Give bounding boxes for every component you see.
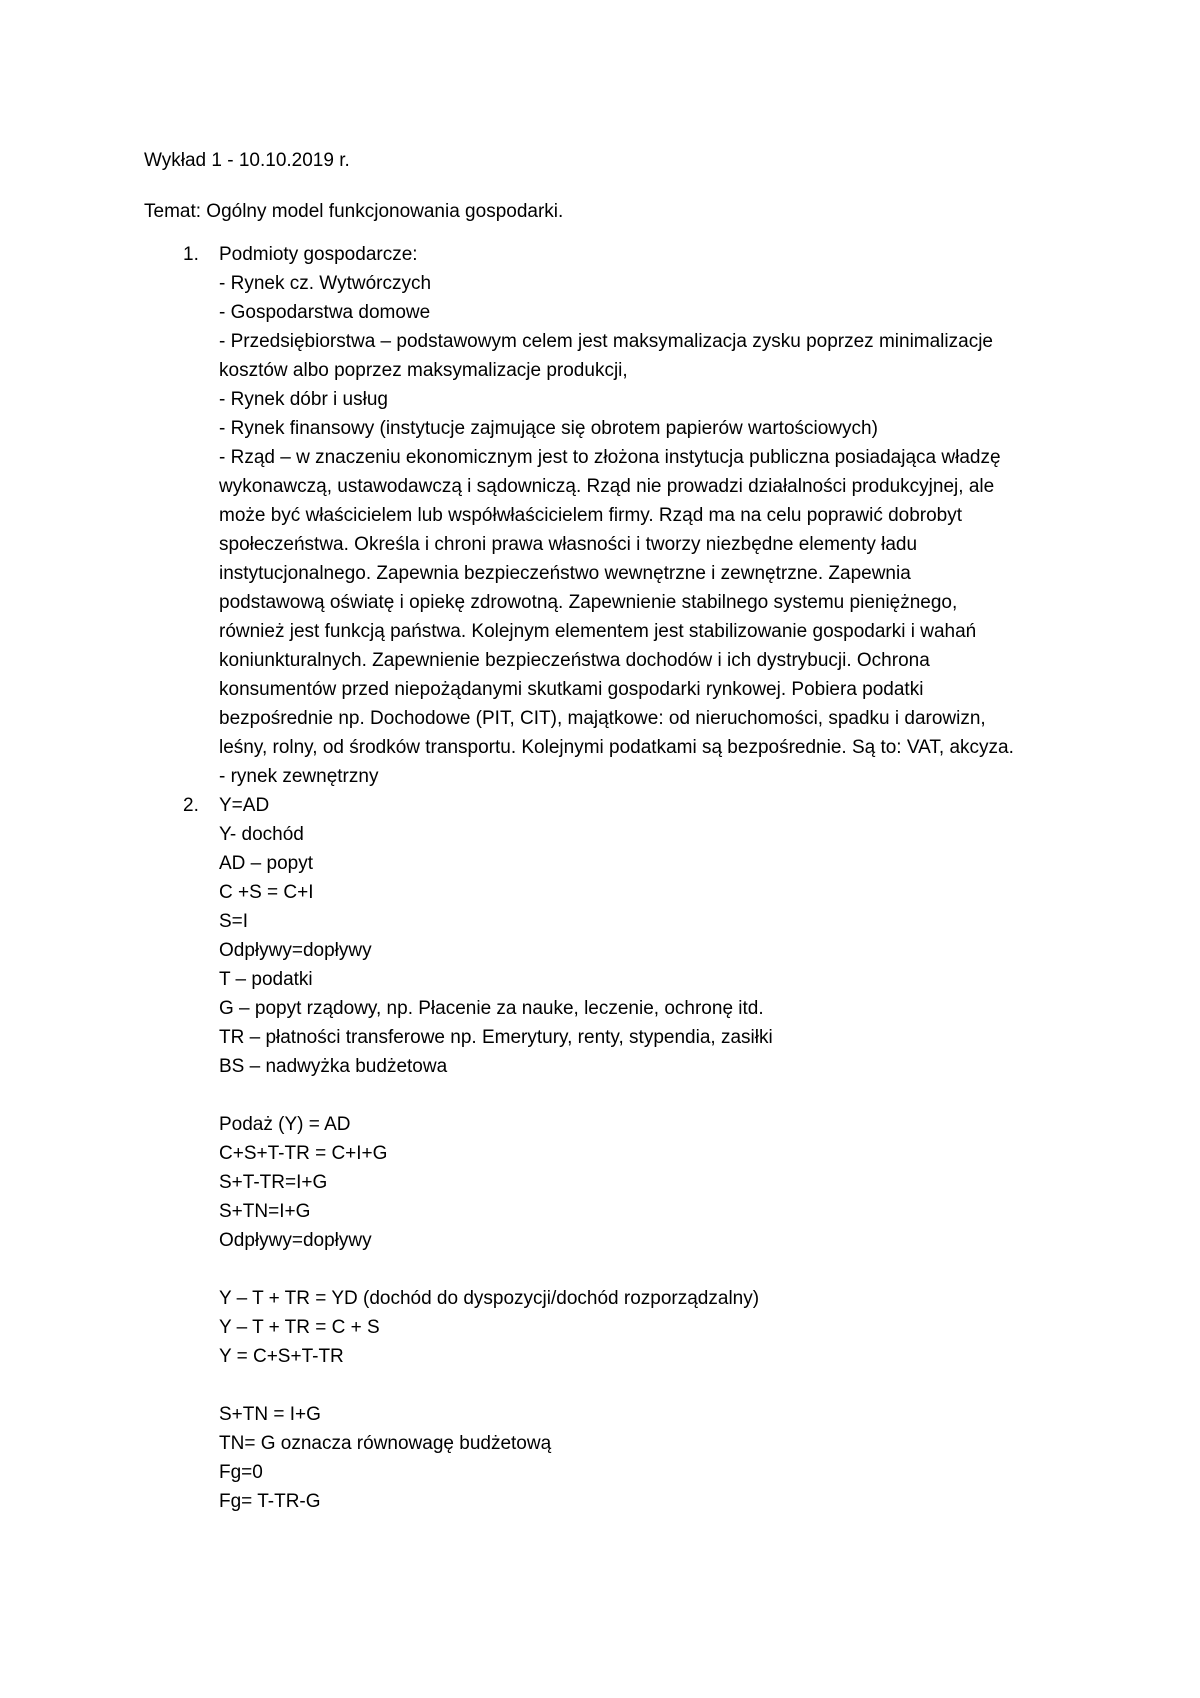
formula-line: Odpływy=dopływy	[219, 1230, 372, 1251]
text-line: kosztów albo poprzez maksymalizacje produkcji,	[219, 360, 628, 381]
formula-line: S=I	[219, 911, 249, 932]
list-item-2	[144, 791, 1080, 1516]
text-line: społeczeństwa. Określa i chroni prawa własności i tworzy niezbędne elementy ładu	[219, 534, 918, 555]
formula-line: Fg=0	[219, 1462, 263, 1483]
formula-line: Y – T + TR = YD (dochód do dyspozycji/dochód rozporządzalny)	[219, 1288, 760, 1309]
blank-line	[219, 1371, 1080, 1400]
text-line: bezpośrednie np. Dochodowe (PIT, CIT), majątkowe: od nieruchomości, spadku i darowizn,	[219, 708, 986, 729]
list-item-content	[219, 791, 1080, 1516]
formula-line: Odpływy=dopływy	[219, 940, 372, 961]
text-line: koniunkturalnych. Zapewnienie bezpieczeństwa dochodów i ich dystrybucji. Ochrona	[219, 650, 930, 671]
formula-line: TR – płatności transferowe np. Emerytury, renty, stypendia, zasiłki	[219, 1027, 773, 1048]
formula-line: TN= G oznacza równowagę budżetową	[219, 1433, 552, 1454]
blank-line	[219, 1081, 1080, 1110]
list-item-content	[219, 240, 1080, 791]
formula-line: C +S = C+I	[219, 882, 314, 903]
numbered-list	[144, 240, 1080, 1516]
text-line: może być właścicielem lub współwłaścicielem firmy. Rząd ma na celu poprawić dobrobyt	[219, 505, 963, 526]
text-line: leśny, rolny, od środków transportu. Kolejnymi podatkami są bezpośrednie. Są to: VAT, akcyza.	[219, 737, 1014, 758]
text-line: również jest funkcją państwa. Kolejnym elementem jest stabilizowanie gospodarki i wahań	[219, 621, 977, 642]
formula-line: S+T-TR=I+G	[219, 1172, 328, 1193]
formula-line: Fg= T-TR-G	[219, 1491, 321, 1512]
formula-line: BS – nadwyżka budżetowa	[219, 1056, 448, 1077]
text-line: instytucjonalnego. Zapewnia bezpieczeństwo wewnętrzne i zewnętrzne. Zapewnia	[219, 563, 911, 584]
formula-line: T – podatki	[219, 969, 313, 990]
formula-line: S+TN = I+G	[219, 1404, 321, 1425]
formula-line: AD – popyt	[219, 853, 313, 874]
text-line: konsumentów przed niepożądanymi skutkami gospodarki rynkowej. Pobiera podatki	[219, 679, 924, 700]
formula-line: G – popyt rządowy, np. Płacenie za nauke, leczenie, ochronę itd.	[219, 998, 764, 1019]
formula-line: Y = C+S+T-TR	[219, 1346, 344, 1367]
text-line: - Rząd – w znaczeniu ekonomicznym jest to złożona instytucja publiczna posiadająca władzę	[219, 447, 1001, 468]
text-line: wykonawczą, ustawodawczą i sądowniczą. Rząd nie prowadzi działalności produkcyjnej, ale	[219, 476, 995, 497]
text-line: - Rynek cz. Wytwórczych	[219, 273, 432, 294]
formula-line: C+S+T-TR = C+I+G	[219, 1143, 388, 1164]
text-line: - Przedsiębiorstwa – podstawowym celem jest maksymalizacja zysku poprzez minimalizacje	[219, 331, 993, 352]
text-line: - Rynek finansowy (instytucje zajmujące się obrotem papierów wartościowych)	[219, 418, 878, 439]
formula-line: Y=AD	[219, 795, 270, 816]
formula-line: Y – T + TR = C + S	[219, 1317, 380, 1338]
topic-line: Temat: Ogólny model funkcjonowania gospodarki.	[144, 201, 564, 222]
list-item-1	[144, 240, 1080, 791]
formula-line: Y- dochód	[219, 824, 304, 845]
blank-line	[219, 1255, 1080, 1284]
text-line: Podmioty gospodarcze:	[219, 244, 418, 265]
text-line: - Rynek dóbr i usług	[219, 389, 388, 410]
list-marker: 2.	[183, 795, 199, 816]
text-line: - Gospodarstwa domowe	[219, 302, 431, 323]
text-line: podstawową oświatę i opiekę zdrowotną. Zapewnienie stabilnego systemu pieniężnego,	[219, 592, 958, 613]
lecture-header: Wykład 1 - 10.10.2019 r.	[144, 150, 350, 171]
formula-line: Podaż (Y) = AD	[219, 1114, 351, 1135]
formula-line: S+TN=I+G	[219, 1201, 311, 1222]
list-marker: 1.	[183, 244, 199, 265]
text-line: - rynek zewnętrzny	[219, 766, 379, 787]
